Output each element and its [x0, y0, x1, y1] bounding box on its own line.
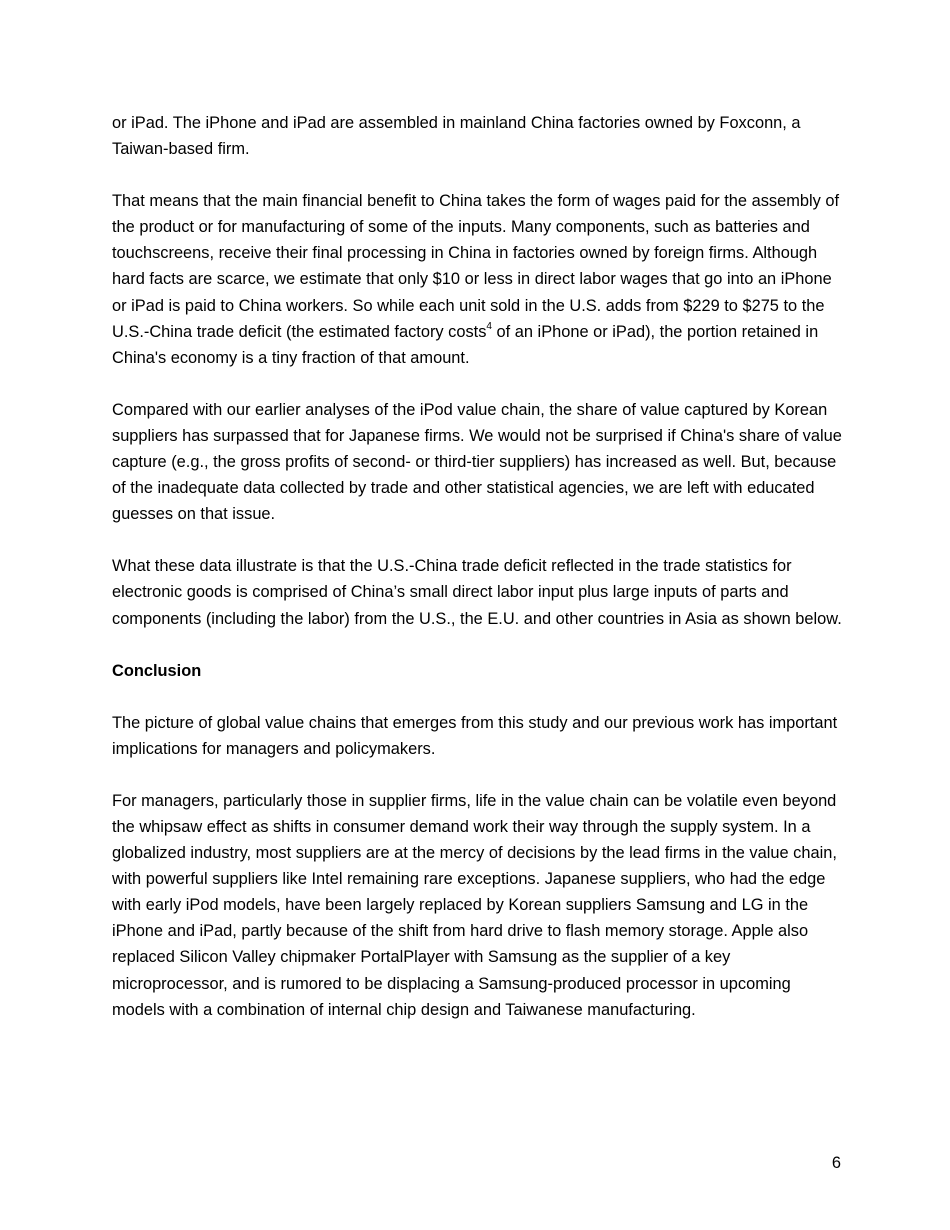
- paragraph-text-before-footnote: That means that the main financial benefit to China takes the form of wages paid for the assembly of the product or for manufacturing of some of the inputs. Many components, such as batteries and touchscreens, receive their final processing in China in factories owned by foreign firms. Although hard facts are scarce, we estimate that only $10 or less in direct labor wages that go into an iPhone or iPad is paid to China workers. So while each unit sold in the U.S. adds from $229 to $275 to the U.S.-China trade deficit (the estimated factory costs: [112, 192, 840, 341]
- paragraph-text-after-footnote: of an iPhone or iPad), the portion retained in China's economy is a tiny fraction of that amount.: [112, 322, 819, 367]
- page-number: 6: [831, 1154, 841, 1172]
- paragraph-trade-deficit-wages: [112, 188, 842, 371]
- document-page: [112, 110, 842, 1049]
- paragraph-data-illustrate: What these data illustrate is that the U.S.-China trade deficit reflected in the trade statistics for electronic goods is comprised of China’s small direct labor input plus large inputs of parts and components (including the labor) from the U.S., the E.U. and other countries in Asia as shown below.: [112, 557, 842, 628]
- footnote-marker: 4: [486, 321, 492, 333]
- section-heading-conclusion: Conclusion: [112, 661, 202, 680]
- paragraph-global-value-chains: The picture of global value chains that emerges from this study and our previous work has important implications for managers and policymakers.: [112, 713, 838, 758]
- paragraph-managers: For managers, particularly those in supplier firms, life in the value chain can be volatile even beyond the whipsaw effect as shifts in consumer demand work their way through the supply system. In a globalized industry, most suppliers are at the mercy of decisions by the lead firms in the value chain, with powerful suppliers like Intel remaining rare exceptions. Japanese suppliers, who had the edge with early iPod models, have been largely replaced by Korean suppliers Samsung and LG in the iPhone and iPad, partly because of the shift from hard drive to flash memory storage. Apple also replaced Silicon Valley chipmaker PortalPlayer with Samsung as the supplier of a key microprocessor, and is rumored to be displacing a Samsung-produced processor in upcoming models with a combination of internal chip design and Taiwanese manufacturing.: [112, 791, 837, 1019]
- paragraph-foxconn-assembly: or iPad. The iPhone and iPad are assembled in mainland China factories owned by Foxconn, a Taiwan-based firm.: [112, 114, 801, 159]
- paragraph-value-capture: Compared with our earlier analyses of the iPod value chain, the share of value captured by Korean suppliers has surpassed that for Japanese firms. We would not be surprised if China's share of value capture (e.g., the gross profits of second- or third-tier suppliers) has increased as well. But, because of the inadequate data collected by trade and other statistical agencies, we are left with educated guesses on that issue.: [112, 400, 842, 524]
